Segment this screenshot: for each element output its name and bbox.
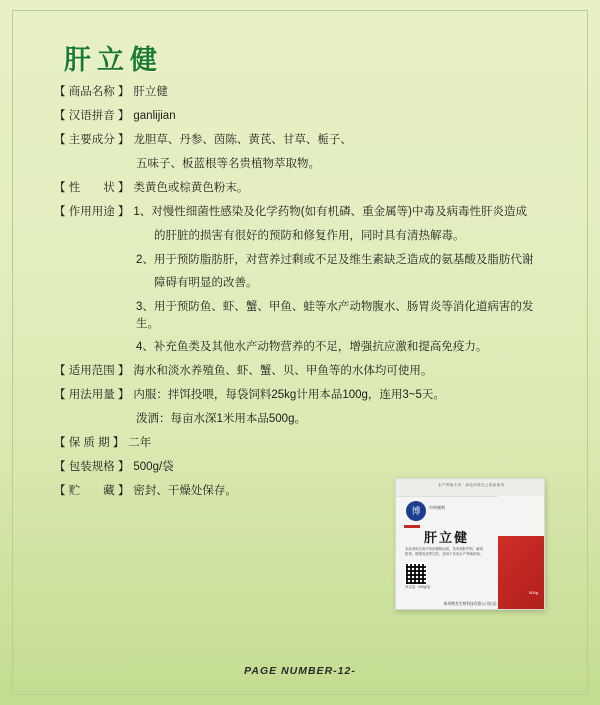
brand-logo-icon: 博 — [406, 501, 426, 521]
product-package-image — [395, 478, 543, 608]
field-value-continued: 五味子、板蓝根等名贵植物萃取物。 — [136, 158, 320, 170]
field-label: 【 商品名称 】 — [54, 86, 130, 98]
package-white-panel — [498, 496, 544, 536]
field-row — [54, 108, 554, 125]
usage-item-line: 2、用于预防脂肪肝，对营养过剩或不足及维生素缺乏造成的氨基酸及脂肪代谢 — [136, 254, 534, 266]
field-value: 二年 — [128, 437, 152, 449]
dosage-label: 【 用法用量 】 — [54, 389, 130, 401]
field-value: 龙胆草、丹参、茵陈、黄芪、甘草、栀子、 — [133, 134, 352, 146]
package-top-text: 水产养殖专用 · 绿色环保无公害添加剂 — [438, 483, 505, 487]
package-net-weight: 净含量：500g/袋 — [405, 585, 431, 589]
field-value: 海水和淡水养殖鱼、虾、蟹、贝、甲鱼等的水体均可使用。 — [133, 365, 433, 377]
package-bag — [395, 478, 545, 610]
package-subtitle: 中药制剂 — [429, 505, 445, 510]
usage-item-line: 障碍有明显的改善。 — [154, 277, 258, 289]
field-label: 【 汉语拼音 】 — [54, 110, 130, 122]
package-weight-badge: 500g — [529, 590, 538, 595]
usage-item-line: 3、用于预防鱼、虾、蟹、甲鱼、蛙等水产动物腹水、肠胃炎等消化道病害的发生。 — [136, 301, 534, 330]
dosage-row — [54, 387, 554, 404]
field-value: 500g/袋 — [133, 461, 174, 473]
product-info-list — [54, 84, 554, 507]
dosage-line-2: 泼洒：每亩水深1米用本品500g。 — [136, 413, 306, 425]
field-value: 类黄色或棕黄色粉末。 — [133, 182, 249, 194]
field-value: 肝立健 — [133, 86, 168, 98]
package-manufacturer: 郑州博龙生物科技有限公司出品 — [443, 602, 497, 606]
usage-item-line: 1、对慢性细菌性感染及化学药物(如有机磷、重金属等)中毒及病毒性肝炎造成 — [133, 206, 527, 218]
field-row — [54, 132, 554, 149]
package-accent-bar — [404, 525, 420, 528]
page-title: 肝立健 — [64, 45, 163, 76]
field-value: ganlijian — [133, 110, 176, 122]
field-row — [54, 180, 554, 197]
field-label: 【 主要成分 】 — [54, 134, 130, 146]
field-label: 【 包装规格 】 — [54, 461, 130, 473]
field-label: 【 适用范围 】 — [54, 365, 130, 377]
usage-item-line: 4、补充鱼类及其他水产动物营养的不足，增强抗应激和提高免疫力。 — [136, 341, 488, 353]
usage-label: 【 作用用途 】 — [54, 206, 130, 218]
field-row — [54, 84, 554, 101]
dosage-line-1: 内服：拌饵投喂，每袋饲料25kg计用本品100g，连用3~5天。 — [133, 389, 445, 401]
page-footer: PAGE NUMBER-12- — [244, 665, 356, 677]
package-top-band — [396, 479, 544, 497]
field-row — [54, 363, 554, 380]
usage-item-line: 的肝脏的损害有很好的预防和修复作用，同时具有清热解毒。 — [154, 230, 465, 242]
package-description: 本品采用名贵中草药精制而成，具有保肝护胆、解毒排毒、增强免疫等功效，适用于各类水产养殖动物。 — [405, 547, 483, 556]
field-row — [54, 435, 554, 452]
package-brand-name: 肝立健 — [424, 531, 470, 546]
usage-section — [54, 204, 554, 356]
field-label: 【 保 质 期 】 — [54, 437, 125, 449]
field-label: 【 性 状 】 — [54, 182, 130, 194]
usage-row — [54, 204, 554, 221]
field-row — [54, 459, 554, 476]
qr-code-icon — [405, 563, 427, 585]
field-value: 密封、干燥处保存。 — [133, 485, 237, 497]
field-label: 【 贮 藏 】 — [54, 485, 130, 497]
